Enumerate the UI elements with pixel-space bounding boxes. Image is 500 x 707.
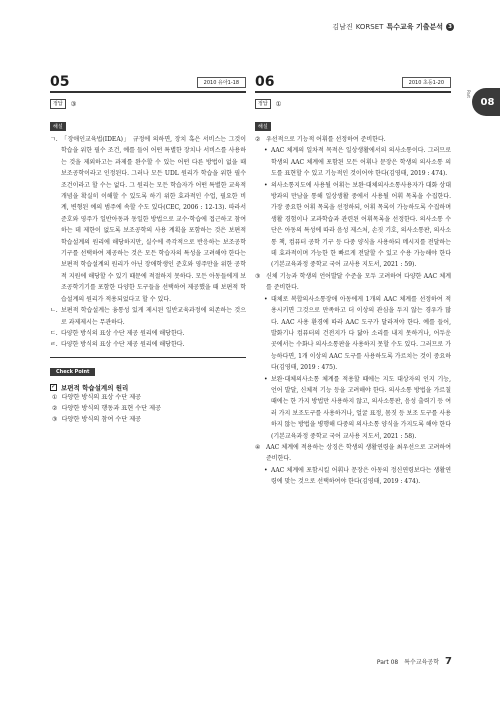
sub-item-text: 보완·대체의사소통 체계를 적용할 때에는 지도 대상자의 인지 기능, 언어 발달, 신체적 기능 등을 고려해야 한다. 의사소통 방법을 가르칠 때에는 한 가지 방법만 사용하지 않고, 의사소통판, 음성 출력기 등 여러 가지 보조도구를 사용하거나, 얼굴 표정, 몸짓 등 보조 도구를 사용하지 않는 방법을 병행해 다중의 의사소통 양식을 가지도록 해야 한다(기본교육과정 중학교 국어 교사용 지도서, 2021 : 58). bbox=[271, 375, 451, 440]
explanation-sub-item bbox=[255, 180, 451, 271]
header-subject: 특수교육 기출분석 bbox=[386, 23, 443, 31]
item-marker: ① bbox=[52, 393, 58, 401]
answer-label: 정답 bbox=[255, 99, 271, 109]
explanation-body bbox=[255, 134, 451, 488]
check-point-box bbox=[50, 357, 246, 425]
side-tab-label: Part bbox=[466, 90, 471, 98]
explanation-item bbox=[255, 134, 451, 145]
check-point-title: Check Point bbox=[50, 368, 95, 376]
explanation-item bbox=[50, 134, 246, 305]
bullet-marker: • bbox=[264, 181, 268, 189]
item-text: AAC 체계에 적용하는 상징은 학생의 생활연령을 최우선으로 고려하여 준비한다. bbox=[266, 443, 451, 463]
question-header bbox=[255, 75, 451, 93]
item-marker: ㄱ. bbox=[50, 136, 58, 143]
footer-part: Part 08 bbox=[376, 659, 399, 666]
explanation-item bbox=[50, 305, 246, 328]
explanation-sub-item bbox=[255, 465, 451, 488]
explanation-label: 해설 bbox=[255, 122, 271, 131]
question-number: 05 bbox=[50, 74, 70, 90]
check-point-item bbox=[50, 392, 246, 403]
right-column bbox=[255, 75, 451, 488]
explanation-sub-item bbox=[255, 294, 451, 374]
answer-value: ① bbox=[275, 100, 282, 108]
answer-value: ③ bbox=[70, 100, 77, 108]
check-point-heading bbox=[50, 383, 246, 392]
item-marker: ③ bbox=[52, 415, 58, 423]
item-text: 다양한 방식의 행동과 표현 수단 제공 bbox=[61, 404, 162, 412]
check-point-heading-text: 보편적 학습설계의 원리 bbox=[61, 383, 129, 392]
item-marker: ㄹ. bbox=[50, 341, 58, 349]
question-source: 2010 초등1-20 bbox=[402, 77, 451, 88]
item-text: 다양한 방식의 표상 수단 제공 원리에 해당한다. bbox=[61, 341, 185, 349]
check-point-list bbox=[50, 392, 246, 425]
explanation-item bbox=[255, 271, 451, 294]
header-series: KORSET bbox=[355, 23, 384, 31]
item-marker: ㄴ. bbox=[50, 307, 58, 315]
item-text: 다양한 방식의 표상 수단 제공 원리에 해당한다. bbox=[61, 329, 185, 337]
explanation-item bbox=[50, 328, 246, 339]
explanation-body bbox=[50, 134, 246, 351]
question-number: 06 bbox=[255, 74, 275, 90]
item-marker: ㄷ. bbox=[50, 329, 58, 337]
item-text: 신체 기능과 학생의 언어발달 수준을 모두 고려하여 다양한 AAC 체계를 준비한다. bbox=[266, 272, 451, 292]
item-marker: ④ bbox=[255, 443, 261, 451]
sub-item-text: AAC 체계에 포함시킬 어휘나 문장은 아동의 정신연령보다는 생활연령에 맞는 것으로 선택하여야 한다(김영태, 2019 : 474). bbox=[271, 466, 451, 486]
item-marker: ② bbox=[52, 404, 58, 412]
left-column bbox=[50, 75, 246, 425]
check-point-item bbox=[50, 403, 246, 414]
bullet-marker: • bbox=[264, 147, 268, 155]
explanation-item bbox=[255, 442, 451, 465]
footer-title: 특수교육공학 bbox=[404, 659, 440, 666]
page-footer bbox=[377, 656, 452, 667]
sub-item-text: 의사소통지도에 사용될 어휘는 보완·대체의사소통사용자가 대화 상대방과의 만남을 통해 일상생활 중에서 사용될 어휘 목록을 수집한다. 가장 중요한 어휘 목록을 선정하되, 어휘 목록이 가능하도록 수집하며 생활 경험이나 교과학습과 관련된 어휘목록을 선정한다. 의사소통 수단은 아동의 특성에 따라 음성 제스처, 손짓 기호, 의사소통판, 의사소통 책, 컴퓨터 공학 기구 등 다중 양식을 사용하되 메시지를 전달하는 데 효과적이며 가능한 한 빠르게 전달할 수 있고 수용 가능해야 한다(기본교육과정 중학교 국어 교사용 지도서, 2021 : 59). bbox=[271, 181, 451, 269]
item-marker: ③ bbox=[255, 272, 261, 280]
item-text: 「장애인교육법(IDEA)」 규정에 의하면, 장치 혹은 서비스는 그것이 학습을 위한 필수 조건, 예를 들어 어떤 특별한 장치나 서비스를 사용하는 것을 제외하고는 과제를 완수할 수 있는 어떤 다른 방법이 없을 때 보조공학이라고 인정된다. 그러나 모든 UDL 원리가 학습을 위한 필수 조건이라고 할 수는 없다. 그 원리는 모든 학습자가 어떤 특별한 교육적 개념을 확실히 이해할 수 있도록 하기 위한 효과적인 수업, 필요한 비계, 변형된 예의 범주에 속할 수도 있다(CEC, 2006 : 12-13). 따라서 준호와 영주가 일반아동과 동일한 방법으로 교수·학습에 접근하고 참여하는 데 제한이 없도록 보조공학의 사용 계획을 포함하는 것은 보편적 학습설계의 원리에 해당하지만, 실수에 즉각적으로 반응하는 보조공학 기구를 선택하여 제공하는 것은 모든 학습자의 특성을 고려해야 한다는 보편적 학습설계의 원리가 아닌 장애학생인 준호와 영주만을 위한 공학적 지원에 해당할 수 있기 때문에 적절하지 못하다. 모든 아동들에게 보조공학기기를 포함한 다양한 도구들을 선택하여 제공했을 때 보편적 학습설계의 원리가 적용되었다고 할 수 있다. bbox=[61, 136, 246, 303]
answer-row bbox=[50, 99, 246, 109]
sub-item-text: 대체로 복합의사소통장애 아동에게 1개의 AAC 체계를 선정하여 적용시키면 그것으로 만족하고 더 이상의 관심을 두지 않는 경우가 많다. AAC 사용 환경에 따라 AAC 도구가 달라져야 한다. 예를 들어, 발화기나 컴퓨터의 건전지가 다 닳아 소리를 내지 못하거나, 어두운 곳에서는 수화나 의사소통판을 사용하지 못할 수도 있다. 그러므로 가능하다면, 1개 이상의 AAC 도구를 사용하도록 가르치는 것이 중요하다(김영태, 2019 : 475). bbox=[271, 295, 451, 372]
answer-label: 정답 bbox=[50, 99, 66, 109]
question-header bbox=[50, 75, 246, 93]
running-header bbox=[332, 22, 454, 32]
item-text: 다양한 방식의 표상 수단 제공 bbox=[61, 393, 142, 401]
checkbox-icon: ✓ bbox=[50, 383, 57, 391]
bullet-marker: • bbox=[264, 295, 268, 303]
bullet-marker: • bbox=[264, 375, 268, 383]
check-point-item bbox=[50, 414, 246, 425]
item-text: 보편적 학습설계는 융통성 있게 제시된 일반교육과정에 의존하는 것으로 과제제시는 무관하다. bbox=[61, 307, 246, 326]
sub-item-text: AAC 체계의 일차적 목적은 일상생활에서의 의사소통이다. 그러므로 학생의 AAC 체계에 포함된 모든 어휘나 문장은 학생의 의사소통 의도를 표현할 수 있고 기능적인 것이어야 한다(김영태, 2019 : 474). bbox=[271, 147, 451, 178]
header-volume: 3 bbox=[446, 23, 454, 31]
explanation-label: 해설 bbox=[50, 122, 66, 131]
bullet-marker: • bbox=[264, 466, 268, 474]
item-marker: ② bbox=[255, 136, 261, 143]
answer-row bbox=[255, 99, 451, 109]
question-source: 2010 유아1-18 bbox=[197, 77, 246, 88]
explanation-sub-item bbox=[255, 374, 451, 442]
explanation-item bbox=[50, 339, 246, 350]
part-side-tab: 08 bbox=[472, 88, 500, 116]
item-text: 우선적으로 기능적 어휘를 선정하여 준비한다. bbox=[266, 136, 386, 143]
header-author: 김남진 bbox=[332, 23, 353, 31]
item-text: 다양한 방식의 참여 수단 제공 bbox=[61, 415, 142, 423]
explanation-sub-item bbox=[255, 145, 451, 179]
page-number: 7 bbox=[445, 656, 452, 667]
